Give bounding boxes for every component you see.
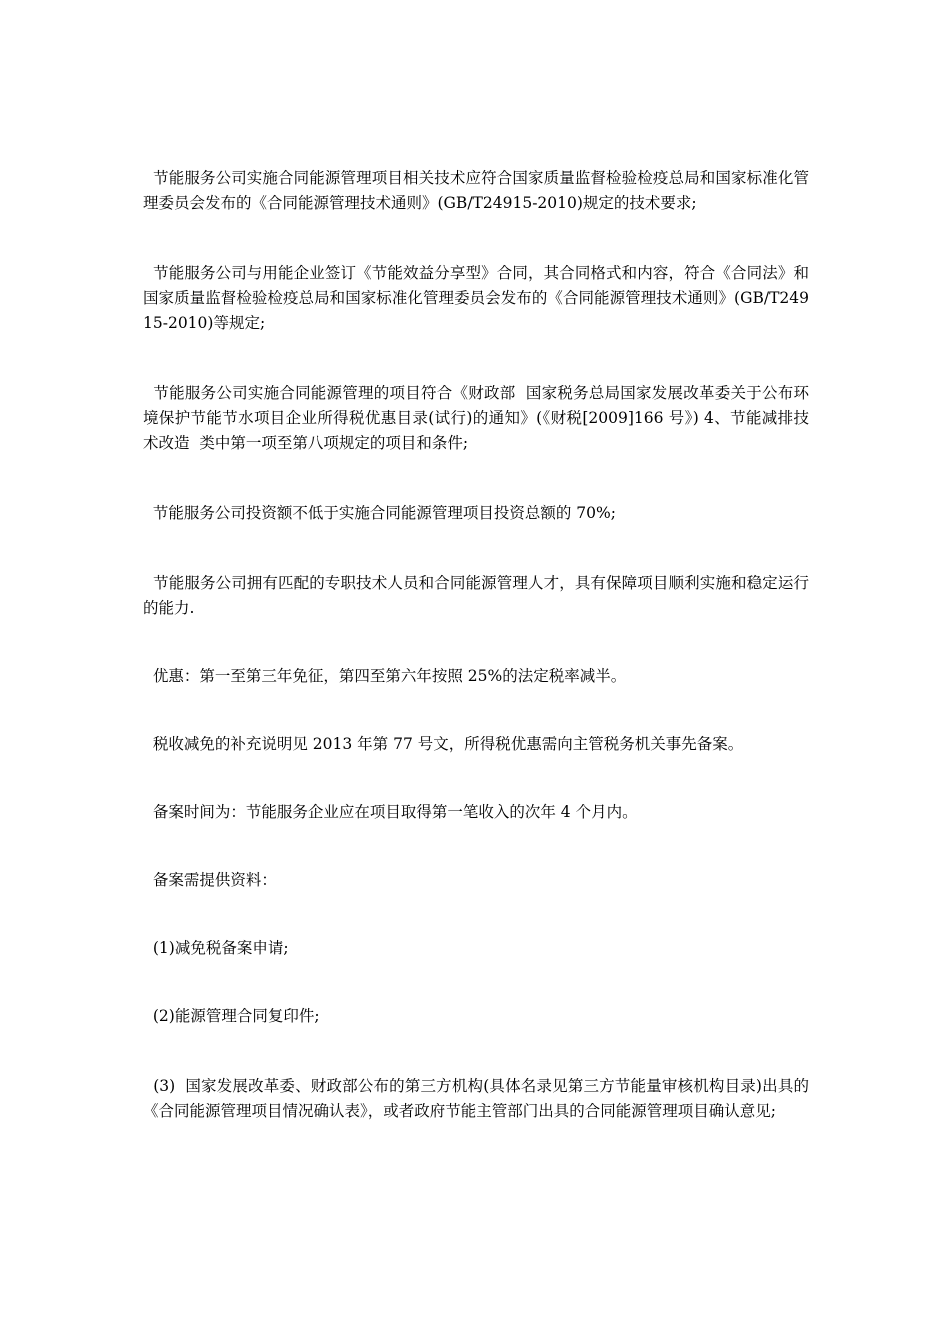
list-item-contract-copy: (2)能源管理合同复印件; — [143, 1007, 320, 1025]
paragraph-filing-materials: 备案需提供资料： — [143, 871, 277, 889]
paragraph-tax-preference: 优惠：第一至第三年免征，第四至第六年按照 25%的法定税率减半。 — [143, 667, 627, 685]
paragraph-filing-time: 备案时间为：节能服务企业应在项目取得第一笔收入的次年 4 个月内。 — [143, 803, 638, 821]
document-body — [143, 166, 809, 1124]
paragraph-project-catalog: 节能服务公司实施合同能源管理的项目符合《财政部 国家税务总局国家发展改革委关于公布环境保护节能节水项目企业所得税优惠目录(试行)的通知》(《财税[2009]166 号》) 4、节能减排技术改造 类中第一项至第八项规定的项目和条件; — [143, 384, 810, 452]
paragraph-investment-ratio: 节能服务公司投资额不低于实施合同能源管理项目投资总额的 70%; — [143, 504, 616, 522]
paragraph-contract-format: 节能服务公司与用能企业签订《节能效益分享型》合同，其合同格式和内容，符合《合同法》和国家质量监督检验检疫总局和国家标准化管理委员会发布的《合同能源管理技术通则》(GB/T24915-2010)等规定; — [143, 264, 809, 332]
paragraph-staff-capability: 节能服务公司拥有匹配的专职技术人员和合同能源管理人才，具有保障项目顺利实施和稳定运行的能力. — [143, 574, 809, 617]
paragraph-supplementary-note: 税收减免的补充说明见 2013 年第 77 号文，所得税优惠需向主管税务机关事先备案。 — [143, 735, 744, 753]
list-item-confirmation-form: (3) 国家发展改革委、财政部公布的第三方机构(具体名录见第三方节能量审核机构目录)出具的《合同能源管理项目情况确认表》，或者政府节能主管部门出具的合同能源管理项目确认意见; — [143, 1077, 809, 1120]
paragraph-technical-requirements: 节能服务公司实施合同能源管理项目相关技术应符合国家质量监督检验检疫总局和国家标准化管理委员会发布的《合同能源管理技术通则》(GB/T24915-2010)规定的技术要求; — [143, 169, 809, 212]
list-item-application: (1)减免税备案申请; — [143, 939, 289, 957]
